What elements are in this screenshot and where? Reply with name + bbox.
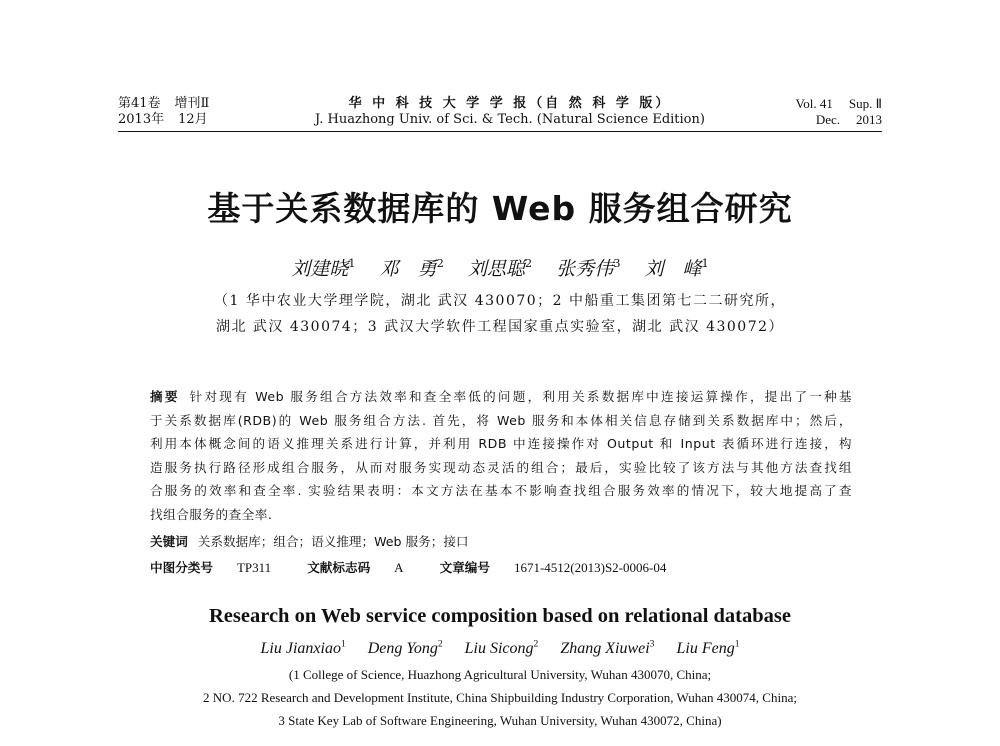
abstract-line: 摘要 针对现有 Web 服务组合方法效率和查全率低的问题，利用关系数据库中连接运算操作，提出了一种基	[150, 389, 853, 404]
clc-value: TP311	[236, 560, 272, 575]
affiliation-en-line: 2 NO. 722 Research and Development Institute, China Shipbuilding Industry Corporation, Wuhan 430074, China;	[203, 690, 797, 705]
author-cn: 张秀伟$^3$	[556, 256, 621, 280]
paper-title-cn: 基于关系数据库的 Web 服务组合研究	[207, 189, 793, 228]
keywords-label: 关键词	[150, 534, 188, 549]
doc-code-label: 文献标志码	[307, 560, 371, 575]
year-label-en: 2013	[856, 112, 882, 127]
clc-label: 中图分类号	[150, 560, 213, 575]
volume-label: 第41卷	[118, 96, 161, 111]
author-en: Deng Yong$^2$	[367, 638, 443, 657]
abstract-line: 于关系数据库(RDB)的 Web 服务组合方法. 首先，将 Web 服务和本体相关信息存储到关系数据库中；然后，	[150, 412, 852, 428]
paper-title-en: Research on Web service composition based on relational database	[209, 605, 791, 627]
abstract-label: 摘要	[150, 389, 180, 404]
author-cn: 刘 峰$^1$	[644, 256, 709, 280]
author-en: Liu Jianxiao$^1$	[260, 638, 346, 657]
article-number-value: 1671-4512(2013)S2-0006-04	[513, 560, 667, 575]
affiliation-cn-line: 湖北 武汉 430074；3 武汉大学软件工程国家重点实验室，湖北 武汉 430072）	[215, 319, 785, 335]
keywords-value: 关系数据库；组合；语义推理；Web 服务；接口	[197, 534, 469, 549]
author-cn: 刘思聪$^2$	[467, 256, 533, 280]
affiliation-cn-line: （1 华中农业大学理学院，湖北 武汉 430070；2 中船重工集团第七二二研究所，	[213, 293, 787, 309]
author-en: Zhang Xiuwei$^3$	[560, 638, 655, 657]
abstract-line: 利用本体概念间的语义推理关系进行计算，并利用 RDB 中连接操作对 Output 和 Input 表循环进行连接，构	[150, 436, 852, 452]
header-volume-info	[118, 96, 209, 128]
doc-code-value: A	[394, 560, 404, 575]
header-divider	[118, 131, 882, 132]
keywords-cn	[150, 531, 469, 550]
supplement-label: 增刊Ⅱ	[174, 96, 210, 111]
author-en: Liu Feng$^1$	[676, 638, 740, 657]
affiliation-en-line: 3 State Key Lab of Software Engineering, Wuhan University, Wuhan 430072, China)	[278, 713, 722, 728]
vol-label-en: Vol. 41	[795, 96, 833, 111]
abstract-line: 找组合服务的查全率.	[150, 506, 273, 522]
abstract-line: 合服务的效率和查全率. 实验结果表明：本文方法在基本不影响查找组合服务效率的情况下，较大地提高了查	[150, 483, 852, 499]
journal-name-cn: 华 中 科 技 大 学 学 报（自 然 科 学 版）	[348, 96, 672, 111]
author-list-cn	[0, 254, 1000, 281]
journal-name-en: J. Huazhong Univ. of Sci. & Tech. (Natural Science Edition)	[315, 112, 705, 127]
header-journal-name	[300, 96, 720, 128]
abstract-cn	[150, 385, 852, 527]
article-number-label: 文章编号	[439, 560, 490, 575]
month-label: 12月	[178, 112, 208, 127]
author-cn: 刘建晓$^1$	[291, 256, 356, 280]
sup-label-en: Sup. Ⅱ	[848, 96, 882, 111]
classification-line	[150, 557, 666, 576]
abstract-line: 造服务执行路径形成组合服务，从而对服务实现动态灵活的组合；最后，实验比较了该方法与其他方法查找组	[150, 459, 852, 475]
author-cn: 邓 勇$^2$	[379, 256, 444, 280]
month-label-en: Dec.	[815, 112, 840, 127]
affiliation-en-line: (1 College of Science, Huazhong Agricultural University, Wuhan 430070, China;	[288, 667, 712, 682]
author-en: Liu Sicong$^2$	[464, 638, 539, 657]
year-label: 2013年	[118, 112, 165, 127]
header-volume-info-en	[796, 96, 882, 128]
author-list-en	[0, 638, 1000, 658]
